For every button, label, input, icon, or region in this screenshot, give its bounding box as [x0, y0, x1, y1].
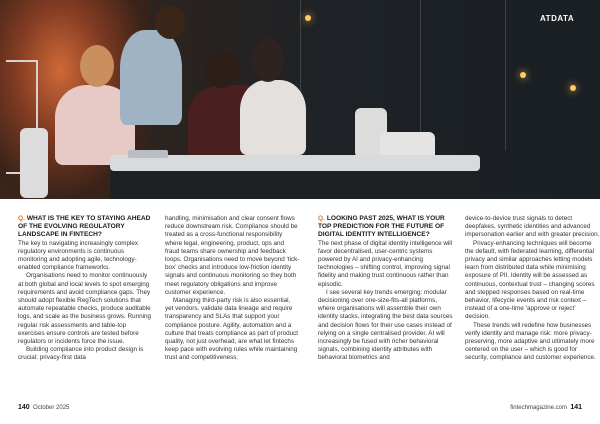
- woman-left-head: [80, 45, 114, 87]
- footer-right: [510, 404, 582, 411]
- window-frame: [505, 0, 506, 150]
- woman-right-head: [252, 38, 284, 82]
- window-frame: [420, 0, 421, 150]
- question-heading: [318, 215, 453, 240]
- woman-right: [240, 80, 306, 155]
- text-column-1: [18, 215, 153, 363]
- paragraph: handling, minimisation and clear consent flows reduce downstream risk. Compliance should be treated as a cross-functional responsibility where legal, engineering, product, ops and fraud teams share ownership and feedback loops. Organisations need to move beyond ‘tick-box’ checks and introduce low-friction identity signals and continuous monitoring so they both meet regulatory obligations and improve customer experience.: [165, 215, 300, 296]
- ceiling-light: [570, 85, 576, 91]
- page-number-right: 141: [570, 404, 582, 411]
- table-base: [110, 171, 480, 199]
- page-number-left: 140: [18, 404, 30, 411]
- ceiling-light: [305, 15, 311, 21]
- hero-photo: [0, 0, 600, 199]
- question-heading: [18, 215, 153, 240]
- issue-date: October 2025: [33, 405, 70, 411]
- q-icon: Q.: [318, 215, 325, 222]
- site-url: fintechmagazine.com: [510, 405, 567, 411]
- footer-left: [18, 404, 69, 411]
- paragraph: Building compliance into product design is crucial: privacy-first data: [18, 346, 144, 362]
- ceiling-light: [520, 72, 526, 78]
- text-column-3: [318, 215, 453, 363]
- question-2: LOOKING PAST 2025, WHAT IS YOUR TOP PREDICTION FOR THE FUTURE OF DIGITAL IDENTITY INTELLIGENCE?: [318, 215, 445, 239]
- paragraph: These trends will redefine how businesses verify identity and manage risk: more privacy-preserving, more adaptive and ultimately more centered on the user – which is good for security, compliance and customer experience.: [465, 321, 596, 362]
- question-1: WHAT IS THE KEY TO STAYING AHEAD OF THE EVOLVING REGULATORY LANDSCAPE IN FINTECH?: [18, 215, 151, 239]
- man-standing: [120, 30, 182, 125]
- man-standing-head: [155, 5, 185, 39]
- paragraph: Privacy-enhancing techniques will become the default, with federated learning, differential privacy and similar approaches letting models learn from distributed data while minimising exposure of PII. Identity will be assessed as continuous, contextual trust – changing scores and stepped responses based on real-time behavior, lifecycle events and risk context – instead of a one-time ‘approve or reject’ decision.: [465, 239, 595, 321]
- text-column-2: [165, 215, 300, 363]
- paragraph: Managing third-party risk is also essential, yet vendors, validate data lineage and require transparency and SLAs that support your compliance posture. Agility, automation and a culture that treats compliance as part of product quality, not just overhead, are what let fintechs keep pace with evolving rules while maintaining trust and competitiveness.: [165, 297, 299, 362]
- man-seated-head: [205, 50, 239, 88]
- paragraph: The key to navigating increasingly complex regulatory environments is continuous monitoring and adopting agile, technology-enabled compliance frameworks.: [18, 239, 139, 272]
- q-icon: Q.: [18, 215, 25, 222]
- brand-label: ATDATA: [540, 14, 575, 23]
- paragraph: The next phase of digital identity intelligence will favor decentralised, user-centric systems powered by AI and privacy-enhancing technologies – shifting control, improving signal fidelity and making trust continuous rather than episodic.: [318, 239, 453, 288]
- paragraph: I see several key trends emerging: modular decisioning over one-size-fits-all platforms, where organisations will assemble their own identity stacks, integrating the best data sources and decision flows for their use cases instead of relying on a single centralised provider. AI will increasingly be fused with richer behavioral signals, combining identity attributes with behavioral biometrics and: [318, 288, 453, 362]
- chair: [20, 128, 48, 198]
- text-column-4: [465, 215, 600, 363]
- paragraph: device-to-device trust signals to detect deepfakes, synthetic identities and advanced impersonation earlier and with greater precision.: [465, 215, 600, 239]
- paragraph: Organisations need to monitor continuously at both global and local levels to spot emerging requirements and avoid compliance gaps. They should adopt flexible RegTech solutions that automate repeatable checks, produce auditable logs, and scale as the business grows. Running regular risk assessments and table-top exercises ensure controls are tested before regulators or incidents force the issue.: [18, 272, 152, 346]
- laptop: [128, 150, 168, 158]
